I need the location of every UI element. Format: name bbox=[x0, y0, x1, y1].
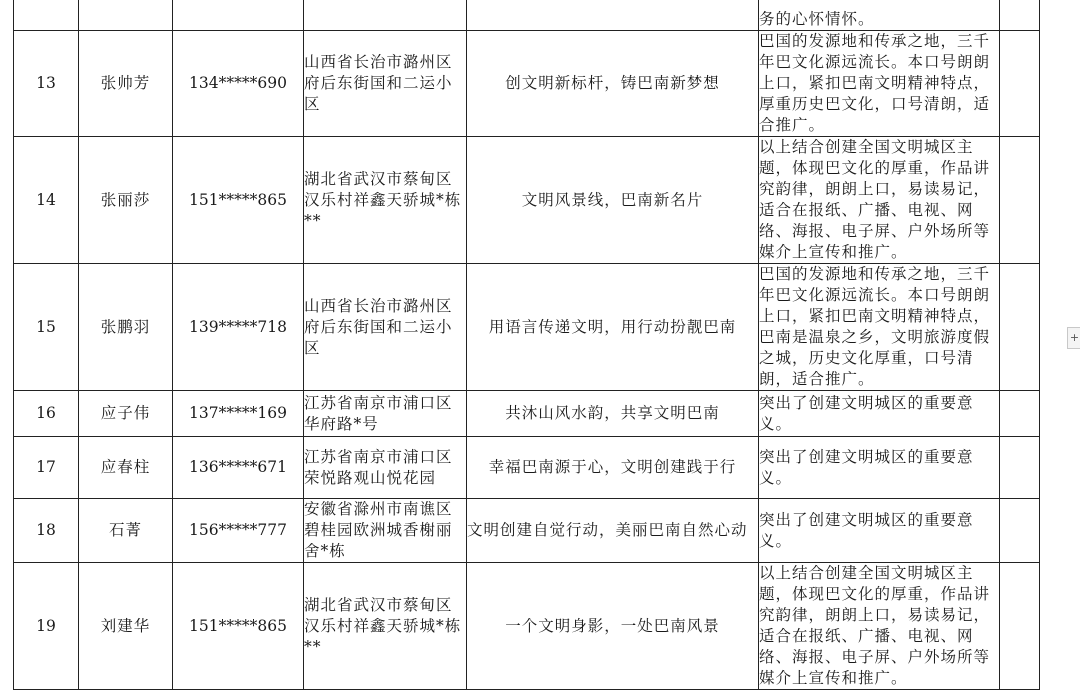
phone-number bbox=[173, 0, 304, 31]
row-number bbox=[14, 0, 79, 31]
address: 江苏省南京市浦口区华府路*号 bbox=[304, 391, 467, 437]
slogan: 一个文明身影，一处巴南风景 bbox=[467, 563, 759, 690]
slogan: 文明风景线，巴南新名片 bbox=[467, 137, 759, 264]
slogan bbox=[467, 0, 759, 31]
empty-cell bbox=[1000, 0, 1040, 31]
reason: 以上结合创建全国文明城区主题，体现巴文化的厚重，作品讲究韵律，朗朗上口，易读易记，适合在报纸、广播、电视、网络、海报、电子屏、户外场所等媒介上宣传和推广。 bbox=[759, 563, 1000, 690]
table-row bbox=[14, 137, 1040, 264]
empty-cell bbox=[1000, 31, 1040, 137]
phone-number: 151*****865 bbox=[173, 563, 304, 690]
table-row bbox=[14, 264, 1040, 391]
table-row bbox=[14, 499, 1040, 563]
reason: 突出了创建文明城区的重要意义。 bbox=[759, 437, 1000, 499]
empty-cell bbox=[1000, 264, 1040, 391]
table-row bbox=[14, 563, 1040, 690]
address: 山西省长治市潞州区府后东街国和二运小区 bbox=[304, 31, 467, 137]
table-row bbox=[14, 0, 1040, 31]
row-number: 17 bbox=[14, 437, 79, 499]
address: 湖北省武汉市蔡甸区汉乐村祥鑫天骄城*栋** bbox=[304, 563, 467, 690]
row-number: 13 bbox=[14, 31, 79, 137]
table-row bbox=[14, 391, 1040, 437]
slogan: 创文明新标杆，铸巴南新梦想 bbox=[467, 31, 759, 137]
reason: 巴国的发源地和传承之地，三千年巴文化源远流长。本口号朗朗上口，紧扣巴南文明精神特点，巴南是温泉之乡，文明旅游度假之城，历史文化厚重，口号清朗，适合推广。 bbox=[759, 264, 1000, 391]
row-number: 16 bbox=[14, 391, 79, 437]
row-number: 15 bbox=[14, 264, 79, 391]
empty-cell bbox=[1000, 437, 1040, 499]
author-name: 石菁 bbox=[79, 499, 173, 563]
slogan: 共沐山风水韵，共享文明巴南 bbox=[467, 391, 759, 437]
reason: 以上结合创建全国文明城区主题，体现巴文化的厚重，作品讲究韵律，朗朗上口，易读易记，适合在报纸、广播、电视、网络、海报、电子屏、户外场所等媒介上宣传和推广。 bbox=[759, 137, 1000, 264]
author-name: 张帅芳 bbox=[79, 31, 173, 137]
author-name: 刘建华 bbox=[79, 563, 173, 690]
phone-number: 156*****777 bbox=[173, 499, 304, 563]
slogan: 文明创建自觉行动，美丽巴南自然心动 bbox=[467, 499, 759, 563]
author-name: 张丽莎 bbox=[79, 137, 173, 264]
empty-cell bbox=[1000, 137, 1040, 264]
empty-cell bbox=[1000, 391, 1040, 437]
reason: 突出了创建文明城区的重要意义。 bbox=[759, 391, 1000, 437]
address: 安徽省滁州市南谯区碧桂园欧洲城香榭丽舍*栋 bbox=[304, 499, 467, 563]
phone-number: 137*****169 bbox=[173, 391, 304, 437]
address: 江苏省南京市浦口区荣悦路观山悦花园 bbox=[304, 437, 467, 499]
phone-number: 139*****718 bbox=[173, 264, 304, 391]
entries-table bbox=[13, 0, 1040, 690]
phone-number: 134*****690 bbox=[173, 31, 304, 137]
address bbox=[304, 0, 467, 31]
author-name: 应子伟 bbox=[79, 391, 173, 437]
slogan: 用语言传递文明，用行动扮靓巴南 bbox=[467, 264, 759, 391]
reason: 巴国的发源地和传承之地，三千年巴文化源远流长。本口号朗朗上口，紧扣巴南文明精神特点，厚重历史巴文化，口号清朗，适合推广。 bbox=[759, 31, 1000, 137]
table-row bbox=[14, 31, 1040, 137]
row-number: 14 bbox=[14, 137, 79, 264]
address: 湖北省武汉市蔡甸区汉乐村祥鑫天骄城*栋** bbox=[304, 137, 467, 264]
table-row bbox=[14, 437, 1040, 499]
author-name: 张鹏羽 bbox=[79, 264, 173, 391]
address: 山西省长治市潞州区府后东街国和二运小区 bbox=[304, 264, 467, 391]
empty-cell bbox=[1000, 499, 1040, 563]
phone-number: 151*****865 bbox=[173, 137, 304, 264]
author-name: 应春柱 bbox=[79, 437, 173, 499]
expand-handle[interactable]: + bbox=[1067, 327, 1080, 349]
author-name bbox=[79, 0, 173, 31]
reason: 突出了创建文明城区的重要意义。 bbox=[759, 499, 1000, 563]
reason: 务的心怀情怀。 bbox=[759, 0, 1000, 31]
phone-number: 136*****671 bbox=[173, 437, 304, 499]
row-number: 18 bbox=[14, 499, 79, 563]
empty-cell bbox=[1000, 563, 1040, 690]
slogan: 幸福巴南源于心，文明创建践于行 bbox=[467, 437, 759, 499]
row-number: 19 bbox=[14, 563, 79, 690]
